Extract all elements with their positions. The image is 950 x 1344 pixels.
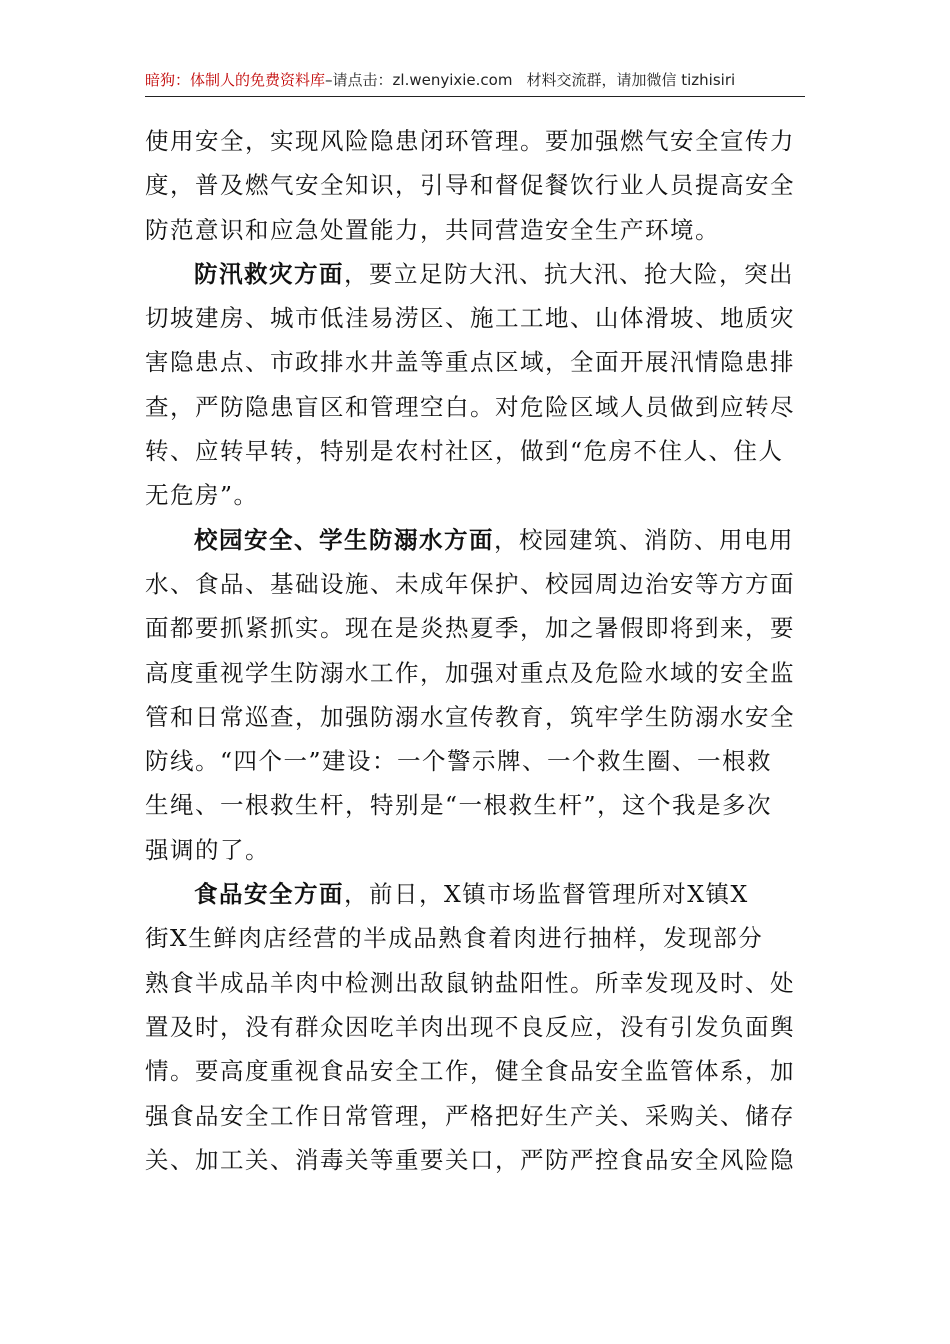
- text-run: ，前日，X镇市场监督管理所对X镇X: [344, 880, 749, 909]
- text-run: ，要立足防大汛、抗大汛、抢大险，突出: [344, 259, 794, 288]
- text-line: 无危房”。: [145, 481, 259, 510]
- text-line: 防范意识和应急处置能力，共同营造安全生产环境。: [145, 215, 720, 244]
- text-line: 情。要高度重视食品安全工作，健全食品安全监管体系，加: [145, 1057, 795, 1086]
- header-url-link[interactable]: zl.wenyixie.com: [392, 71, 513, 89]
- text-line: 熟食半成品羊肉中检测出敌鼠钠盐阳性。所幸发现及时、处: [145, 968, 795, 997]
- text-line: 切坡建房、城市低洼易涝区、施工工地、山体滑坡、地质灾: [145, 304, 795, 333]
- paragraph-flood-control: [145, 252, 807, 518]
- text-line-first: [145, 518, 807, 562]
- paragraph-heading: 校园安全、学生防溺水方面: [194, 525, 494, 554]
- text-line: 强调的了。: [145, 835, 270, 864]
- text-line: 关、加工关、消毒关等重要关口，严防严控食品安全风险隐: [145, 1145, 795, 1174]
- text-line: 管和日常巡查，加强防溺水宣传教育，筑牢学生防溺水安全: [145, 702, 795, 731]
- text-line: 害隐患点、市政排水井盖等重点区域，全面开展汛情隐患排: [145, 348, 795, 377]
- paragraph-heading: 防汛救灾方面: [194, 259, 344, 288]
- text-line: 使用安全，实现风险隐患闭环管理。要加强燃气安全宣传力: [145, 127, 795, 155]
- paragraph-heading: 食品安全方面: [194, 880, 344, 909]
- paragraph-campus-safety: [145, 518, 807, 872]
- text-line: 街X生鲜肉店经营的半成品熟食着肉进行抽样，发现部分: [145, 924, 764, 953]
- header-click-prompt: –请点击：: [325, 71, 393, 89]
- text-line: 生绳、一根救生杆，特别是“一根救生杆”，这个我是多次: [145, 791, 773, 820]
- text-line: 转、应转早转，特别是农村社区，做到“危房不住人、住人: [145, 437, 784, 466]
- paragraph-gas-safety: [145, 119, 807, 252]
- text-line: 查，严防隐患盲区和管理空白。对危险区域人员做到应转尽: [145, 392, 795, 421]
- text-line-first: [145, 872, 807, 916]
- document-body: [145, 119, 807, 1182]
- paragraph-food-safety: [145, 872, 807, 1182]
- text-line: 水、食品、基础设施、未成年保护、校园周边治安等方方面: [145, 569, 795, 598]
- text-line: 防线。“四个一”建设：一个警示牌、一个救生圈、一根救: [145, 747, 773, 776]
- text-run: ，校园建筑、消防、用电用: [494, 525, 794, 554]
- text-line-first: [145, 252, 807, 296]
- text-line: 置及时，没有群众因吃羊肉出现不良反应，没有引发负面舆: [145, 1012, 795, 1041]
- text-line: 强食品安全工作日常管理，严格把好生产关、采购关、储存: [145, 1101, 795, 1130]
- text-line: 面都要抓紧抓实。现在是炎热夏季，加之暑假即将到来，要: [145, 614, 795, 643]
- document-header: [145, 68, 805, 97]
- header-site-name: 暗狗：体制人的免费资料库: [145, 71, 326, 89]
- text-line: 高度重视学生防溺水工作，加强对重点及危险水域的安全监: [145, 658, 795, 687]
- header-group-note: 材料交流群，请加微信 tizhisiri: [526, 71, 736, 89]
- text-line: 度，普及燃气安全知识，引导和督促餐饮行业人员提高安全: [145, 171, 795, 200]
